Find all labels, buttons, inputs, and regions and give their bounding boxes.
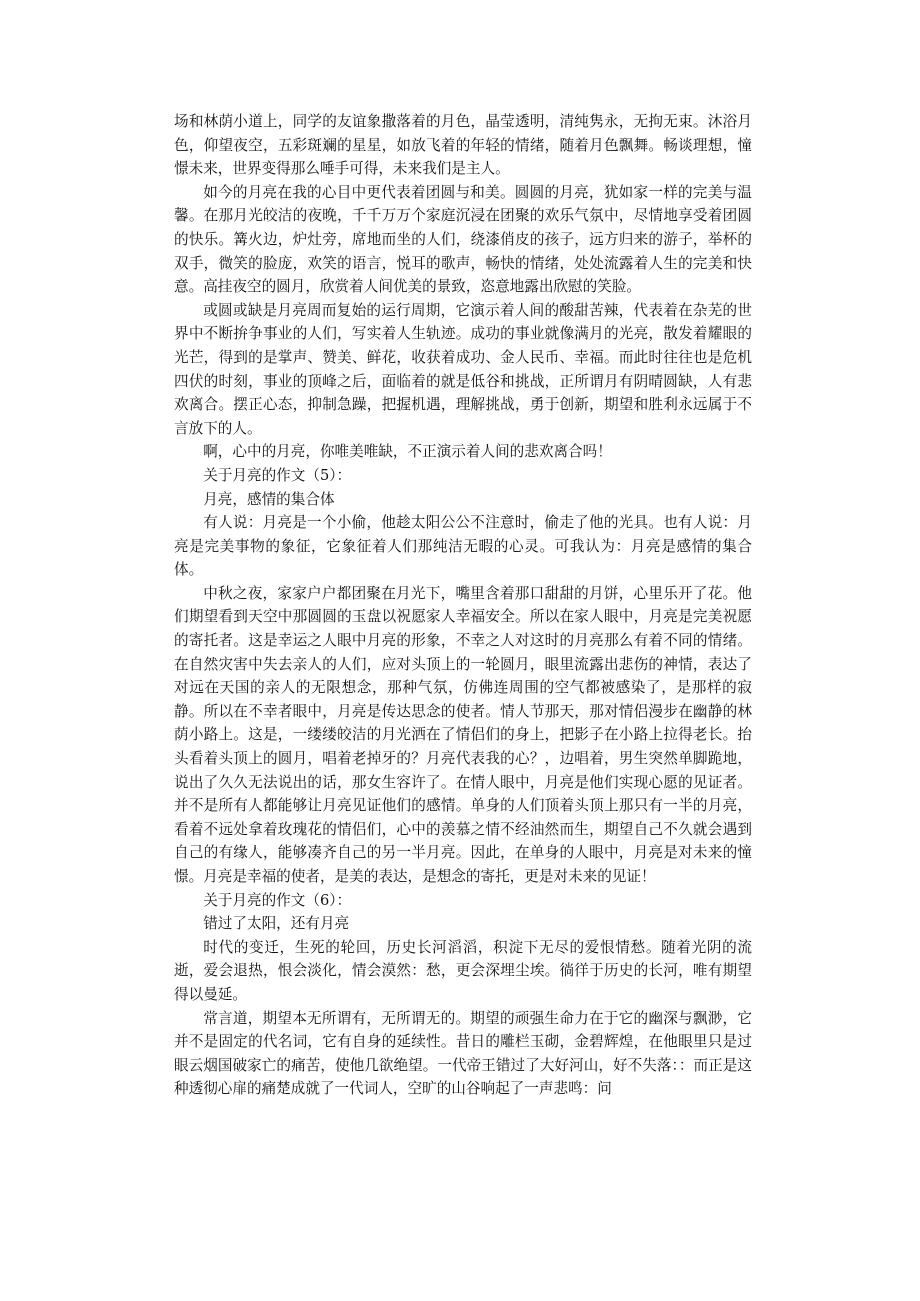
paragraph-6: 中秋之夜，家家户户都团聚在月光下，嘴里含着那口甜甜的月饼，心里乐开了花。他们期望看到天空中那圆圆的玉盘以祝愿家人幸福安全。所以在家人眼中，月亮是完美祝愿的寄托者。这是幸运之人眼中月亮的形象，不幸之人对这时的月亮那么有着不同的情绪。在自然灾害中失去亲人的人们，应对头顶上的一轮圆月，眼里流露出悲伤的神情，表达了对远在天国的亲人的无限想念，那种气氛，仿佛连周围的空气都被感染了，是那样的寂静。所以在不幸者眼中，月亮是传达思念的使者。情人节那天，那对情侣漫步在幽静的林荫小路上。这是，一缕缕皎洁的月光洒在了情侣们的身上，把影子在小路上拉得老长。抬头看着头顶上的圆月，唱着老掉牙的？月亮代表我的心？，边唱着，男生突然单脚跪地，说出了久久无法说出的话，那女生容许了。在情人眼中，月亮是他们实现心愿的见证者。并不是所有人都能够让月亮见证他们的感情。单身的人们顶着头顶上那只有一半的月亮，看着不远处拿着玫瑰花的情侣们，心中的羡慕之情不经油然而生，期望自己不久就会遇到自己的有缘人，能够凑齐自己的另一半月亮。因此，在单身的人眼中，月亮是对未来的憧憬。月亮是幸福的使者，是美的表达，是想念的寄托，更是对未来的见证！ bbox=[174, 584, 752, 885]
paragraph-1: 场和林荫小道上，同学的友谊象撒落着的月色，晶莹透明，清纯隽永，无拘无束。沐浴月色，仰望夜空，五彩斑斓的星星，如放飞着的年轻的情绪，随着月色飘舞。畅谈理想，憧憬未来，世界变得那么唾手可得，未来我们是主人。 bbox=[174, 113, 752, 178]
document-body bbox=[174, 110, 752, 1101]
paragraph-7: 时代的变迁，生死的轮回，历史长河滔滔，积淀下无尽的爱恨情愁。随着光阴的流逝，爱会退热，恨会淡化，情会漠然：愁，更会深埋尘埃。徜徉于历史的长河，唯有期望得以曼延。 bbox=[174, 938, 752, 1003]
section-heading-6: 关于月亮的作文（6）： bbox=[203, 891, 352, 909]
essay-title-6: 错过了太阳，还有月亮 bbox=[203, 915, 350, 933]
section-heading-5: 关于月亮的作文（5）： bbox=[203, 466, 352, 484]
paragraph-2: 如今的月亮在我的心目中更代表着团圆与和美。圆圆的月亮，犹如家一样的完美与温馨。在那月光皎洁的夜晚，千千万万个家庭沉浸在团聚的欢乐气氛中，尽情地享受着团圆的快乐。篝火边，炉灶旁，席地而坐的人们，绕漆俏皮的孩子，远方归来的游子，举杯的双手，微笑的脸庞，欢笑的语言，悦耳的歌声，畅快的情绪，处处流露着人生的完美和快意。高挂夜空的圆月，欣赏着人间优美的景致，恣意地露出欣慰的笑脸。 bbox=[174, 183, 752, 296]
paragraph-4: 啊，心中的月亮，你唯美唯缺，不正演示着人间的悲欢离合吗！ bbox=[203, 443, 612, 461]
paragraph-5: 有人说：月亮是一个小偷，他趁太阳公公不注意时，偷走了他的光具。也有人说：月亮是完美事物的象征，它象征着人们那纯洁无暇的心灵。可我认为：月亮是感情的集合体。 bbox=[174, 514, 752, 579]
paragraph-3: 或圆或缺是月亮周而复始的运行周期，它演示着人间的酸甜苦辣，代表着在杂芜的世界中不断拚争事业的人们，写实着人生轨迹。成功的事业就像满月的光亮，散发着耀眼的光芒，得到的是掌声、赞美、鲜花，收获着成功、金人民币、幸福。而此时往往也是危机四伏的时刻，事业的顶峰之后，面临着的就是低谷和挑战，正所谓月有阴晴圆缺，人有悲欢离合。摆正心态，抑制急躁，把握机遇，理解挑战，勇于创新，期望和胜利永远属于不言放下的人。 bbox=[174, 301, 752, 437]
essay-title-5: 月亮，感情的集合体 bbox=[203, 490, 335, 508]
paragraph-8: 常言道，期望本无所谓有，无所谓无的。期望的顽强生命力在于它的幽深与飘渺，它并不是固定的代名词，它有自身的延续性。昔日的雕栏玉砌，金碧辉煌，在他眼里只是过眼云烟国破家亡的痛苦，使他几欲绝望。一代帝王错过了大好河山，好不失落：：而正是这种透彻心扉的痛楚成就了一代词人，空旷的山谷响起了一声悲鸣：问 bbox=[174, 1009, 752, 1098]
